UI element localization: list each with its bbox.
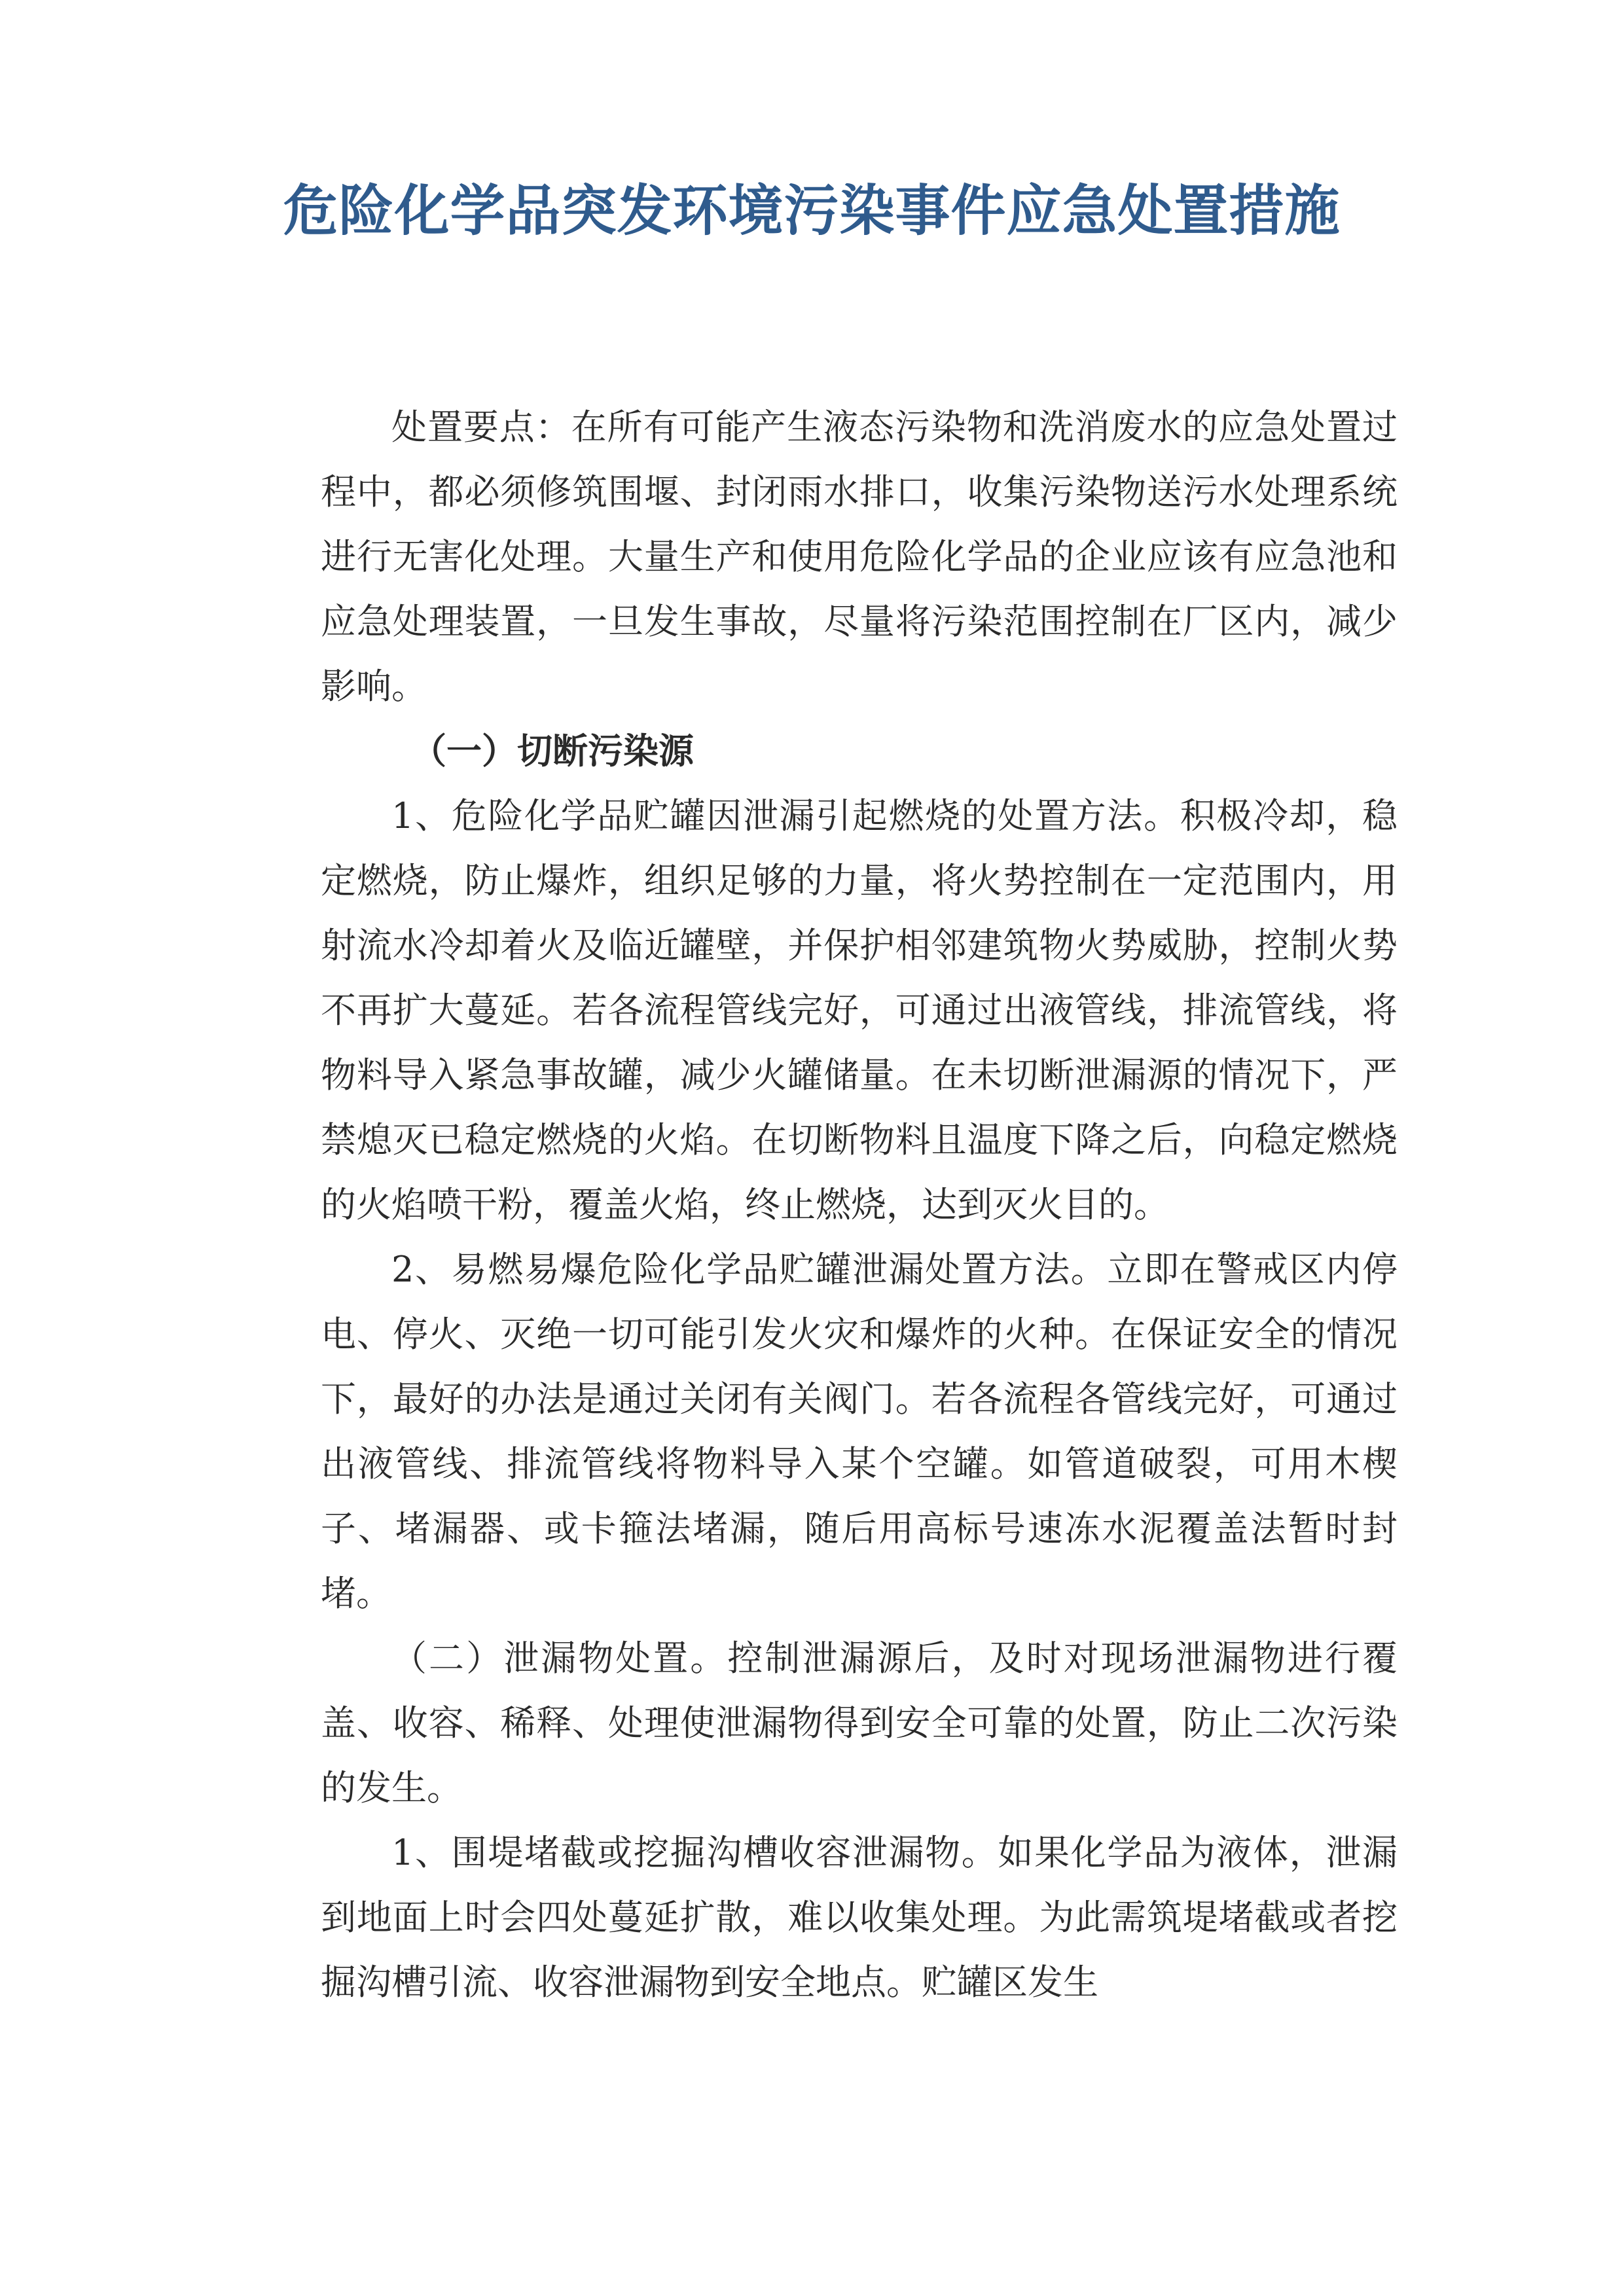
document-body (321, 395, 1398, 2015)
section-heading-cut-off-source: （一）切断污染源 (411, 730, 694, 772)
paragraph-dike-containment: 1、围堤堵截或挖掘沟槽收容泄漏物。如果化学品为液体，泄漏到地面上时会四处蔓延扩散，难以收集处理。为此需筑堤堵截或者挖掘沟槽引流、收容泄漏物到安全地点。贮罐区发生 (321, 1832, 1398, 2003)
paragraph-tank-fire: 1、危险化学品贮罐因泄漏引起燃烧的处置方法。积极冷却，稳定燃烧，防止爆炸，组织足够的力量，将火势控制在一定范围内，用射流水冷却着火及临近罐壁，并保护相邻建筑物火势威胁，控制火势不再扩大蔓延。若各流程管线完好，可通过出液管线，排流管线，将物料导入紧急事故罐，减少火罐储量。在未切断泄漏源的情况下，严禁熄灭已稳定燃烧的火焰。在切断物料且温度下降之后，向稳定燃烧的火焰喷干粉，覆盖火焰，终止燃烧，达到灭火目的。 (321, 795, 1398, 1225)
paragraph-tank-leak: 2、易燃易爆危险化学品贮罐泄漏处置方法。立即在警戒区内停电、停火、灭绝一切可能引发火灾和爆炸的火种。在保证安全的情况下，最好的办法是通过关闭有关阀门。若各流程各管线完好，可通过出液管线、排流管线将物料导入某个空罐。如管道破裂，可用木楔子、堵漏器、或卡箍法堵漏，随后用高标号速冻水泥覆盖法暂时封堵。 (321, 1249, 1398, 1614)
paragraph-leak-disposal: （二）泄漏物处置。控制泄漏源后，及时对现场泄漏物进行覆盖、收容、稀释、处理使泄漏物得到安全可靠的处置，防止二次污染的发生。 (321, 1638, 1398, 1808)
paragraph-key-points: 处置要点：在所有可能产生液态污染物和洗消废水的应急处置过程中，都必须修筑围堰、封闭雨水排口，收集污染物送污水处理系统进行无害化处理。大量生产和使用危险化学品的企业应该有应急池和应急处理装置，一旦发生事故，尽量将污染范围控制在厂区内，减少影响。 (321, 406, 1398, 707)
document-title: 危险化学品突发环境污染事件应急处置措施 (283, 179, 1341, 243)
